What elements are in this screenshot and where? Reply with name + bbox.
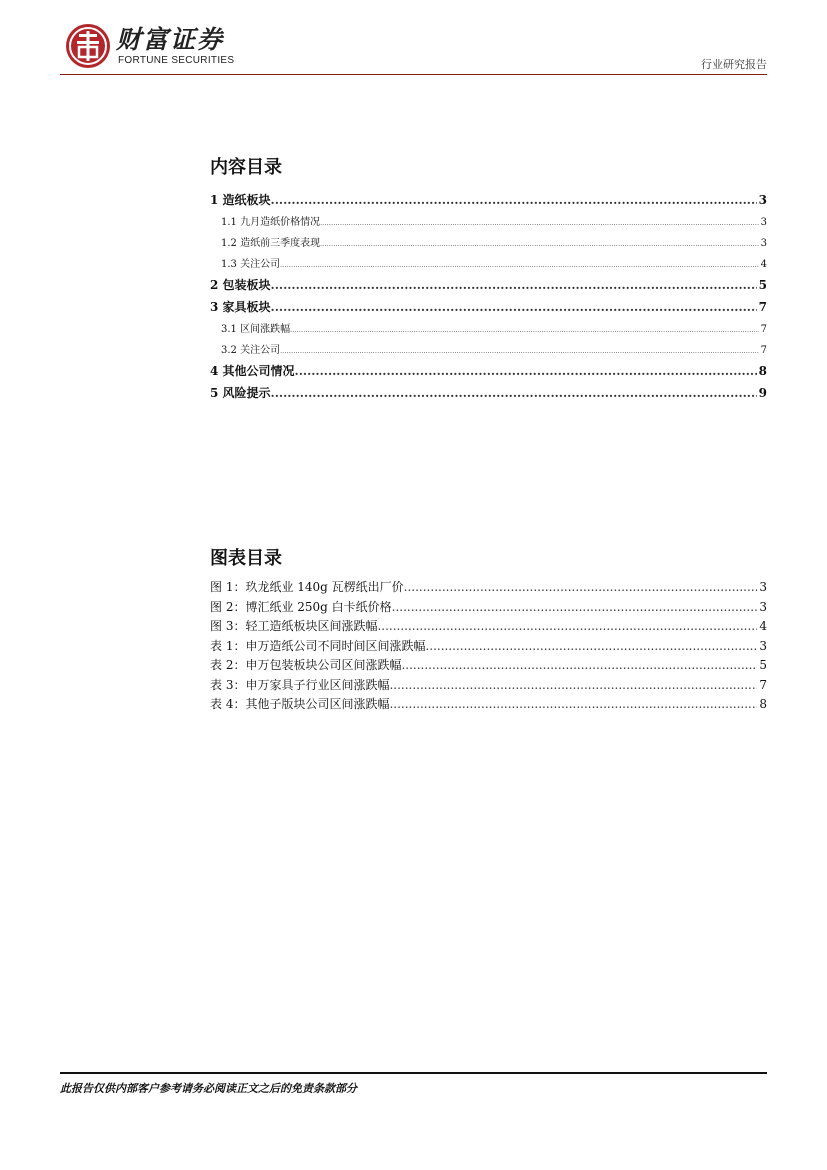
figure-entry-label: 表 2：申万包装板块公司区间涨跌幅 xyxy=(210,658,402,672)
toc-entry[interactable] xyxy=(210,255,767,276)
toc-entry[interactable] xyxy=(210,384,767,406)
toc-title: 内容目录 xyxy=(210,157,282,178)
dot-leader xyxy=(320,220,759,227)
toc-entry-label: 4 其他公司情况 xyxy=(210,364,295,378)
dot-leader xyxy=(320,241,759,248)
toc-entry-page: 8 xyxy=(758,364,767,378)
figure-entry[interactable] xyxy=(210,637,767,657)
figure-entry[interactable] xyxy=(210,617,767,637)
figure-entry-label: 表 1：申万造纸公司不同时间区间涨跌幅 xyxy=(210,638,426,653)
figure-entry-page: 3 xyxy=(759,638,767,653)
toc-entry-page: 7 xyxy=(760,324,767,335)
dot-leader xyxy=(271,386,757,400)
figure-entry[interactable] xyxy=(210,676,767,696)
figure-entry[interactable] xyxy=(210,578,767,598)
figure-entry[interactable] xyxy=(210,598,767,618)
report-type-label: 行业研究报告 xyxy=(701,58,767,71)
toc-entry-page: 5 xyxy=(758,278,767,292)
toc-entry-label: 3.2 关注公司 xyxy=(221,345,281,356)
toc-entry[interactable] xyxy=(210,362,767,384)
dot-leader xyxy=(389,678,757,692)
toc-entry[interactable] xyxy=(210,320,767,341)
toc-entry[interactable] xyxy=(210,234,767,255)
toc-entry-page: 7 xyxy=(760,345,767,356)
toc-entry-page: 3 xyxy=(760,238,767,249)
page-header xyxy=(0,0,827,80)
toc-entry-label: 3 家具板块 xyxy=(210,300,271,314)
toc-entry[interactable] xyxy=(210,276,767,298)
footer-divider xyxy=(60,1072,767,1074)
toc-entry[interactable] xyxy=(210,191,767,213)
dot-leader xyxy=(271,278,757,292)
figure-entry[interactable] xyxy=(210,695,767,715)
dot-leader xyxy=(377,619,757,633)
toc-entry-label: 5 风险提示 xyxy=(210,386,271,400)
figure-entry-page: 8 xyxy=(759,697,767,711)
dot-leader xyxy=(389,697,757,711)
toc-entry-label: 2 包装板块 xyxy=(210,278,271,292)
figure-entry[interactable] xyxy=(210,656,767,676)
footer-disclaimer: 此报告仅供内部客户参考请务必阅读正文之后的免责条款部分 xyxy=(60,1082,357,1095)
toc-entry-page: 7 xyxy=(758,300,767,314)
figures-list xyxy=(210,578,767,715)
toc-entry-label: 1 造纸板块 xyxy=(210,193,271,207)
toc-entry-label: 3.1 区间涨跌幅 xyxy=(221,324,291,335)
figure-entry-label: 图 2：博汇纸业 250g 白卡纸价格 xyxy=(210,599,392,614)
figure-entry-page: 5 xyxy=(759,658,767,672)
brand-name-en: FORTUNE SECURITIES xyxy=(118,55,235,66)
toc-entry-page: 9 xyxy=(758,386,767,400)
dot-leader xyxy=(271,300,757,314)
figure-entry-label: 图 1：玖龙纸业 140g 瓦楞纸出厂价 xyxy=(210,580,404,594)
toc-entry-page: 4 xyxy=(760,259,767,270)
dot-leader xyxy=(280,348,759,355)
figure-entry-page: 4 xyxy=(759,619,767,633)
toc-entry-label: 1.3 关注公司 xyxy=(221,259,281,270)
dot-leader xyxy=(280,262,759,269)
header-divider xyxy=(60,74,767,75)
dot-leader xyxy=(401,658,757,672)
dot-leader xyxy=(404,580,758,594)
toc-entry[interactable] xyxy=(210,298,767,320)
figure-entry-page: 3 xyxy=(759,599,767,614)
figures-title: 图表目录 xyxy=(210,548,282,569)
toc-entry-page: 3 xyxy=(760,217,767,228)
dot-leader xyxy=(295,364,757,378)
figure-entry-label: 表 4：其他子版块公司区间涨跌幅 xyxy=(210,697,390,711)
toc-entry[interactable] xyxy=(210,213,767,234)
toc-entry-label: 1.1 九月造纸价格情况 xyxy=(221,217,321,228)
figure-entry-label: 图 3：轻工造纸板块区间涨跌幅 xyxy=(210,619,378,633)
dot-leader xyxy=(271,193,757,207)
figure-entry-page: 3 xyxy=(759,580,767,594)
dot-leader xyxy=(425,639,757,653)
fortune-securities-logo-icon xyxy=(64,22,112,70)
toc-entry-page: 3 xyxy=(758,193,767,207)
figure-entry-label: 表 3：申万家具子行业区间涨跌幅 xyxy=(210,677,390,692)
toc-list xyxy=(210,191,767,406)
dot-leader xyxy=(290,327,759,334)
figure-entry-page: 7 xyxy=(759,677,767,692)
toc-entry[interactable] xyxy=(210,341,767,362)
brand-name-cn: 财富证券 xyxy=(116,25,225,54)
toc-entry-label: 1.2 造纸前三季度表现 xyxy=(221,238,321,249)
dot-leader xyxy=(392,600,758,614)
